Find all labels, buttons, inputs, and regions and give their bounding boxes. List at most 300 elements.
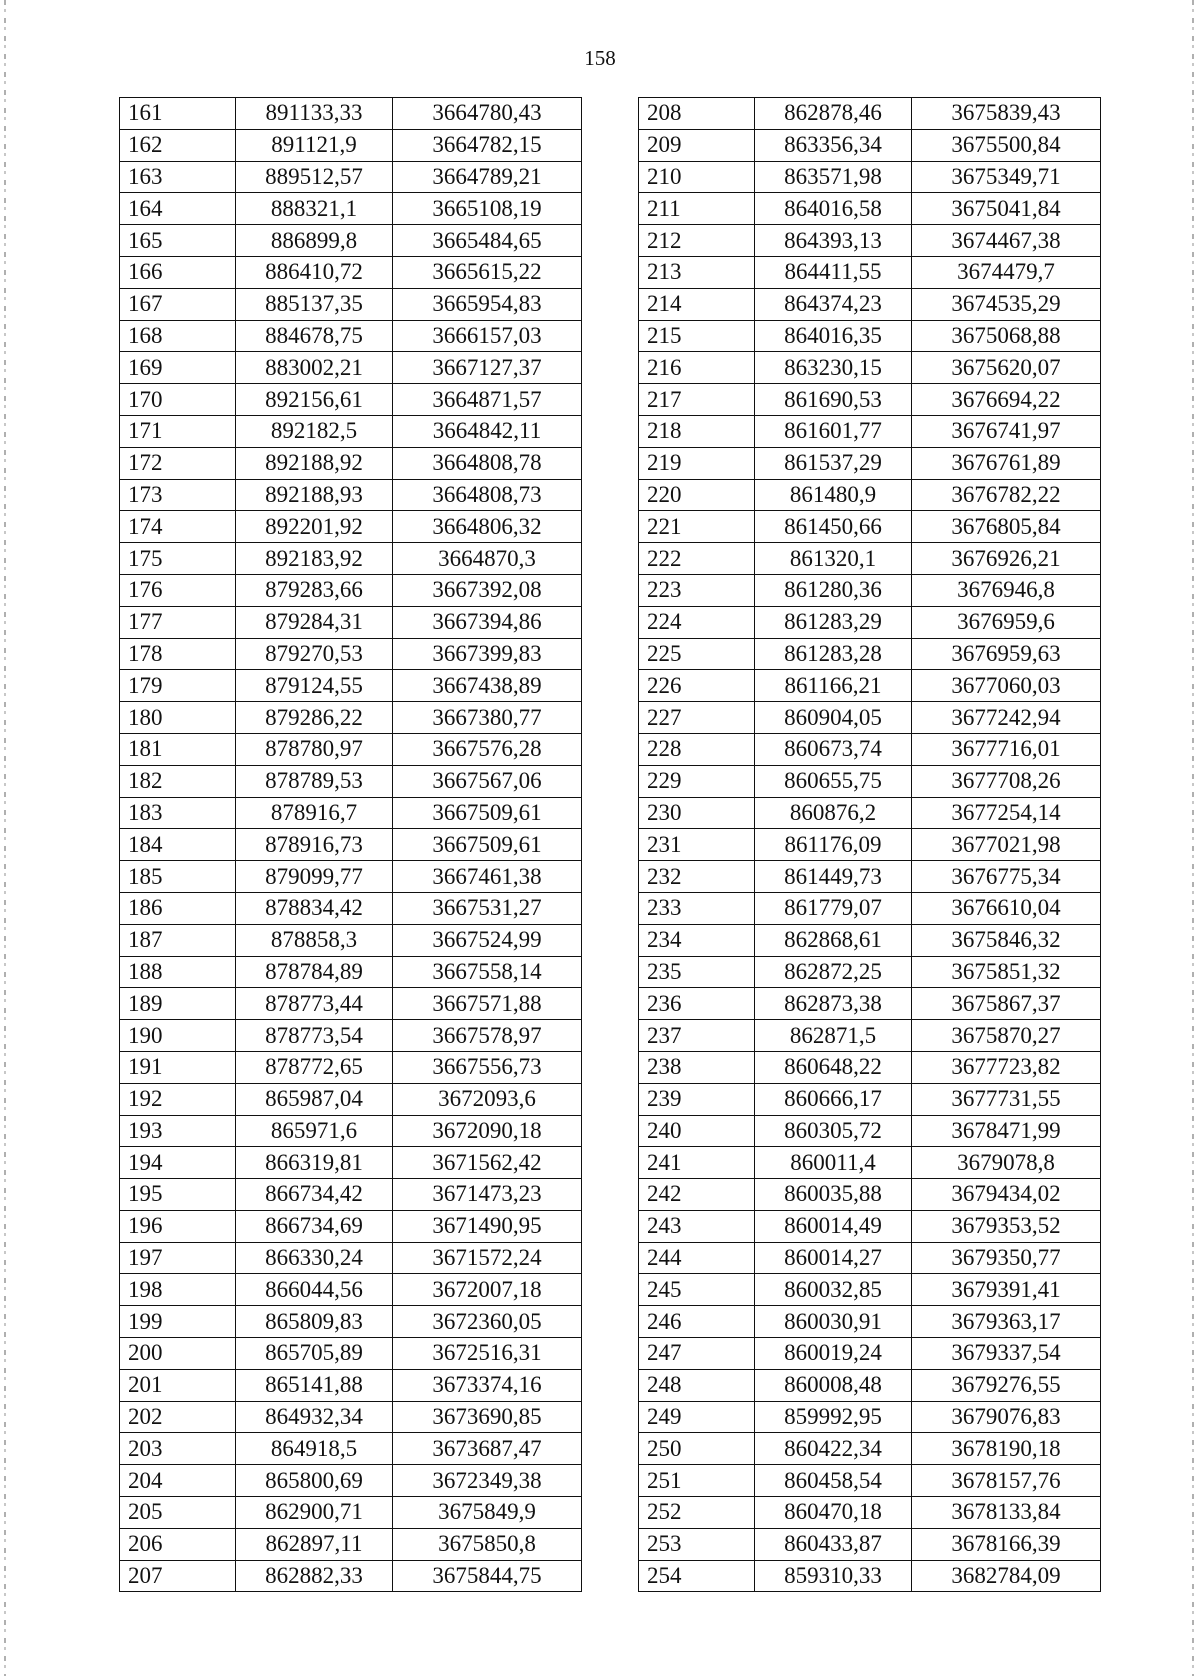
point-number-cell: 180: [120, 702, 236, 734]
table-row: [120, 1147, 582, 1179]
point-number-cell: 207: [120, 1560, 236, 1592]
table-row: [639, 352, 1101, 384]
point-number-cell: 244: [639, 1242, 755, 1274]
point-number-cell: 204: [120, 1465, 236, 1497]
point-number-cell: 223: [639, 574, 755, 606]
table-row: [639, 161, 1101, 193]
point-number-cell: 231: [639, 829, 755, 861]
y-coordinate-cell: 3667509,61: [393, 797, 582, 829]
table-row: [120, 384, 582, 416]
x-coordinate-cell: 861449,73: [755, 861, 912, 893]
y-coordinate-cell: 3672360,05: [393, 1306, 582, 1338]
point-number-cell: 222: [639, 543, 755, 575]
coordinates-table-right: [638, 97, 1101, 1592]
y-coordinate-cell: 3675620,07: [912, 352, 1101, 384]
y-coordinate-cell: 3679391,41: [912, 1274, 1101, 1306]
point-number-cell: 197: [120, 1242, 236, 1274]
table-row: [120, 606, 582, 638]
point-number-cell: 230: [639, 797, 755, 829]
x-coordinate-cell: 891121,9: [236, 129, 393, 161]
scan-edge-right: [1192, 0, 1194, 1676]
x-coordinate-cell: 860014,49: [755, 1210, 912, 1242]
point-number-cell: 228: [639, 733, 755, 765]
y-coordinate-cell: 3677708,26: [912, 765, 1101, 797]
point-number-cell: 218: [639, 415, 755, 447]
table-row: [639, 1338, 1101, 1370]
point-number-cell: 179: [120, 670, 236, 702]
x-coordinate-cell: 892156,61: [236, 384, 393, 416]
point-number-cell: 182: [120, 765, 236, 797]
x-coordinate-cell: 860666,17: [755, 1083, 912, 1115]
point-number-cell: 195: [120, 1179, 236, 1211]
table-row: [639, 225, 1101, 257]
table-row: [120, 1242, 582, 1274]
table-row: [120, 193, 582, 225]
table-row: [120, 924, 582, 956]
scan-edge-left: [4, 0, 6, 1676]
point-number-cell: 212: [639, 225, 755, 257]
y-coordinate-cell: 3676946,8: [912, 574, 1101, 606]
y-coordinate-cell: 3678166,39: [912, 1528, 1101, 1560]
point-number-cell: 162: [120, 129, 236, 161]
point-number-cell: 186: [120, 892, 236, 924]
table-row: [639, 797, 1101, 829]
point-number-cell: 183: [120, 797, 236, 829]
x-coordinate-cell: 860655,75: [755, 765, 912, 797]
y-coordinate-cell: 3674535,29: [912, 288, 1101, 320]
table-row: [639, 574, 1101, 606]
x-coordinate-cell: 860008,48: [755, 1369, 912, 1401]
table-row: [120, 288, 582, 320]
y-coordinate-cell: 3667127,37: [393, 352, 582, 384]
x-coordinate-cell: 892182,5: [236, 415, 393, 447]
x-coordinate-cell: 861176,09: [755, 829, 912, 861]
y-coordinate-cell: 3665484,65: [393, 225, 582, 257]
table-row: [120, 1401, 582, 1433]
y-coordinate-cell: 3672516,31: [393, 1338, 582, 1370]
y-coordinate-cell: 3666157,03: [393, 320, 582, 352]
y-coordinate-cell: 3675349,71: [912, 161, 1101, 193]
x-coordinate-cell: 860014,27: [755, 1242, 912, 1274]
point-number-cell: 173: [120, 479, 236, 511]
y-coordinate-cell: 3675068,88: [912, 320, 1101, 352]
x-coordinate-cell: 859310,33: [755, 1560, 912, 1592]
point-number-cell: 227: [639, 702, 755, 734]
x-coordinate-cell: 879270,53: [236, 638, 393, 670]
x-coordinate-cell: 865705,89: [236, 1338, 393, 1370]
point-number-cell: 206: [120, 1528, 236, 1560]
x-coordinate-cell: 866734,69: [236, 1210, 393, 1242]
x-coordinate-cell: 862882,33: [236, 1560, 393, 1592]
table-row: [120, 1210, 582, 1242]
table-row: [639, 129, 1101, 161]
table-row: [120, 956, 582, 988]
x-coordinate-cell: 861601,77: [755, 415, 912, 447]
x-coordinate-cell: 863356,34: [755, 129, 912, 161]
x-coordinate-cell: 864016,58: [755, 193, 912, 225]
point-number-cell: 242: [639, 1179, 755, 1211]
x-coordinate-cell: 865800,69: [236, 1465, 393, 1497]
table-row: [639, 1528, 1101, 1560]
y-coordinate-cell: 3678471,99: [912, 1115, 1101, 1147]
y-coordinate-cell: 3667578,97: [393, 1020, 582, 1052]
x-coordinate-cell: 864393,13: [755, 225, 912, 257]
point-number-cell: 240: [639, 1115, 755, 1147]
x-coordinate-cell: 865987,04: [236, 1083, 393, 1115]
y-coordinate-cell: 3679076,83: [912, 1401, 1101, 1433]
point-number-cell: 226: [639, 670, 755, 702]
table-row: [120, 765, 582, 797]
table-row: [639, 1210, 1101, 1242]
y-coordinate-cell: 3664870,3: [393, 543, 582, 575]
x-coordinate-cell: 860035,88: [755, 1179, 912, 1211]
x-coordinate-cell: 892188,93: [236, 479, 393, 511]
point-number-cell: 161: [120, 98, 236, 130]
table-row: [120, 98, 582, 130]
x-coordinate-cell: 864411,55: [755, 256, 912, 288]
point-number-cell: 199: [120, 1306, 236, 1338]
y-coordinate-cell: 3667567,06: [393, 765, 582, 797]
x-coordinate-cell: 863571,98: [755, 161, 912, 193]
y-coordinate-cell: 3679350,77: [912, 1242, 1101, 1274]
page-number: 158: [584, 46, 616, 70]
point-number-cell: 232: [639, 861, 755, 893]
y-coordinate-cell: 3664782,15: [393, 129, 582, 161]
x-coordinate-cell: 878858,3: [236, 924, 393, 956]
point-number-cell: 251: [639, 1465, 755, 1497]
point-number-cell: 243: [639, 1210, 755, 1242]
y-coordinate-cell: 3667558,14: [393, 956, 582, 988]
table-row: [639, 1560, 1101, 1592]
x-coordinate-cell: 878784,89: [236, 956, 393, 988]
y-coordinate-cell: 3678133,84: [912, 1497, 1101, 1529]
table-row: [639, 1401, 1101, 1433]
point-number-cell: 235: [639, 956, 755, 988]
table-row: [639, 765, 1101, 797]
table-row: [120, 1051, 582, 1083]
y-coordinate-cell: 3674467,38: [912, 225, 1101, 257]
x-coordinate-cell: 888321,1: [236, 193, 393, 225]
y-coordinate-cell: 3667438,89: [393, 670, 582, 702]
x-coordinate-cell: 861280,36: [755, 574, 912, 606]
y-coordinate-cell: 3676741,97: [912, 415, 1101, 447]
table-row: [120, 320, 582, 352]
table-row: [120, 1528, 582, 1560]
point-number-cell: 192: [120, 1083, 236, 1115]
y-coordinate-cell: 3672093,6: [393, 1083, 582, 1115]
table-row: [639, 1306, 1101, 1338]
table-row: [120, 702, 582, 734]
point-number-cell: 193: [120, 1115, 236, 1147]
table-row: [120, 225, 582, 257]
table-row: [639, 1115, 1101, 1147]
point-number-cell: 211: [639, 193, 755, 225]
table-row: [639, 256, 1101, 288]
y-coordinate-cell: 3677716,01: [912, 733, 1101, 765]
y-coordinate-cell: 3677254,14: [912, 797, 1101, 829]
point-number-cell: 170: [120, 384, 236, 416]
y-coordinate-cell: 3679337,54: [912, 1338, 1101, 1370]
table-row: [120, 415, 582, 447]
point-number-cell: 177: [120, 606, 236, 638]
table-row: [639, 702, 1101, 734]
x-coordinate-cell: 862872,25: [755, 956, 912, 988]
x-coordinate-cell: 863230,15: [755, 352, 912, 384]
y-coordinate-cell: 3671572,24: [393, 1242, 582, 1274]
table-row: [639, 1147, 1101, 1179]
point-number-cell: 203: [120, 1433, 236, 1465]
x-coordinate-cell: 862900,71: [236, 1497, 393, 1529]
point-number-cell: 169: [120, 352, 236, 384]
point-number-cell: 215: [639, 320, 755, 352]
point-number-cell: 175: [120, 543, 236, 575]
y-coordinate-cell: 3677731,55: [912, 1083, 1101, 1115]
y-coordinate-cell: 3671490,95: [393, 1210, 582, 1242]
x-coordinate-cell: 878834,42: [236, 892, 393, 924]
x-coordinate-cell: 879283,66: [236, 574, 393, 606]
point-number-cell: 208: [639, 98, 755, 130]
y-coordinate-cell: 3676610,04: [912, 892, 1101, 924]
point-number-cell: 237: [639, 1020, 755, 1052]
table-row: [120, 892, 582, 924]
point-number-cell: 229: [639, 765, 755, 797]
x-coordinate-cell: 860876,2: [755, 797, 912, 829]
point-number-cell: 233: [639, 892, 755, 924]
table-row: [120, 1115, 582, 1147]
y-coordinate-cell: 3667399,83: [393, 638, 582, 670]
x-coordinate-cell: 860904,05: [755, 702, 912, 734]
point-number-cell: 253: [639, 1528, 755, 1560]
point-number-cell: 247: [639, 1338, 755, 1370]
table-row: [639, 1020, 1101, 1052]
y-coordinate-cell: 3671473,23: [393, 1179, 582, 1211]
point-number-cell: 194: [120, 1147, 236, 1179]
table-row: [120, 543, 582, 575]
y-coordinate-cell: 3679353,52: [912, 1210, 1101, 1242]
point-number-cell: 249: [639, 1401, 755, 1433]
table-row: [639, 288, 1101, 320]
y-coordinate-cell: 3667392,08: [393, 574, 582, 606]
table-row: [639, 956, 1101, 988]
table-row: [120, 447, 582, 479]
table-row: [639, 415, 1101, 447]
y-coordinate-cell: 3673690,85: [393, 1401, 582, 1433]
point-number-cell: 217: [639, 384, 755, 416]
table-row: [120, 1083, 582, 1115]
y-coordinate-cell: 3672349,38: [393, 1465, 582, 1497]
y-coordinate-cell: 3676959,6: [912, 606, 1101, 638]
y-coordinate-cell: 3671562,42: [393, 1147, 582, 1179]
x-coordinate-cell: 860030,91: [755, 1306, 912, 1338]
table-row: [120, 161, 582, 193]
table-row: [639, 638, 1101, 670]
point-number-cell: 168: [120, 320, 236, 352]
table-row: [120, 1020, 582, 1052]
y-coordinate-cell: 3677060,03: [912, 670, 1101, 702]
y-coordinate-cell: 3667509,61: [393, 829, 582, 861]
y-coordinate-cell: 3677021,98: [912, 829, 1101, 861]
y-coordinate-cell: 3673374,16: [393, 1369, 582, 1401]
point-number-cell: 196: [120, 1210, 236, 1242]
x-coordinate-cell: 860673,74: [755, 733, 912, 765]
table-row: [120, 829, 582, 861]
x-coordinate-cell: 883002,21: [236, 352, 393, 384]
y-coordinate-cell: 3665615,22: [393, 256, 582, 288]
table-row: [120, 479, 582, 511]
y-coordinate-cell: 3664808,78: [393, 447, 582, 479]
table-row: [120, 1306, 582, 1338]
table-row: [639, 606, 1101, 638]
x-coordinate-cell: 879099,77: [236, 861, 393, 893]
y-coordinate-cell: 3664806,32: [393, 511, 582, 543]
table-row: [639, 861, 1101, 893]
table-row: [639, 892, 1101, 924]
y-coordinate-cell: 3674479,7: [912, 256, 1101, 288]
point-number-cell: 213: [639, 256, 755, 288]
table-row: [639, 1242, 1101, 1274]
y-coordinate-cell: 3667394,86: [393, 606, 582, 638]
y-coordinate-cell: 3676959,63: [912, 638, 1101, 670]
y-coordinate-cell: 3675041,84: [912, 193, 1101, 225]
table-row: [120, 670, 582, 702]
x-coordinate-cell: 889512,57: [236, 161, 393, 193]
x-coordinate-cell: 866734,42: [236, 1179, 393, 1211]
point-number-cell: 241: [639, 1147, 755, 1179]
table-row: [120, 797, 582, 829]
x-coordinate-cell: 878772,65: [236, 1051, 393, 1083]
x-coordinate-cell: 861283,28: [755, 638, 912, 670]
x-coordinate-cell: 861690,53: [755, 384, 912, 416]
x-coordinate-cell: 860011,4: [755, 1147, 912, 1179]
x-coordinate-cell: 879286,22: [236, 702, 393, 734]
table-row: [639, 447, 1101, 479]
y-coordinate-cell: 3672090,18: [393, 1115, 582, 1147]
x-coordinate-cell: 865971,6: [236, 1115, 393, 1147]
table-row: [639, 670, 1101, 702]
x-coordinate-cell: 878916,7: [236, 797, 393, 829]
y-coordinate-cell: 3675867,37: [912, 988, 1101, 1020]
table-row: [120, 1497, 582, 1529]
point-number-cell: 254: [639, 1560, 755, 1592]
y-coordinate-cell: 3679078,8: [912, 1147, 1101, 1179]
x-coordinate-cell: 860019,24: [755, 1338, 912, 1370]
point-number-cell: 172: [120, 447, 236, 479]
table-row: [639, 1497, 1101, 1529]
table-row: [120, 511, 582, 543]
x-coordinate-cell: 861480,9: [755, 479, 912, 511]
x-coordinate-cell: 884678,75: [236, 320, 393, 352]
x-coordinate-cell: 862897,11: [236, 1528, 393, 1560]
point-number-cell: 185: [120, 861, 236, 893]
y-coordinate-cell: 3665954,83: [393, 288, 582, 320]
point-number-cell: 198: [120, 1274, 236, 1306]
point-number-cell: 191: [120, 1051, 236, 1083]
y-coordinate-cell: 3675851,32: [912, 956, 1101, 988]
x-coordinate-cell: 885137,35: [236, 288, 393, 320]
point-number-cell: 219: [639, 447, 755, 479]
x-coordinate-cell: 861779,07: [755, 892, 912, 924]
x-coordinate-cell: 864932,34: [236, 1401, 393, 1433]
point-number-cell: 252: [639, 1497, 755, 1529]
y-coordinate-cell: 3676761,89: [912, 447, 1101, 479]
table-row: [120, 1274, 582, 1306]
point-number-cell: 220: [639, 479, 755, 511]
x-coordinate-cell: 862871,5: [755, 1020, 912, 1052]
table-row: [120, 574, 582, 606]
table-row: [120, 256, 582, 288]
table-row: [120, 1433, 582, 1465]
point-number-cell: 163: [120, 161, 236, 193]
table-row: [639, 1179, 1101, 1211]
point-number-cell: 176: [120, 574, 236, 606]
point-number-cell: 184: [120, 829, 236, 861]
point-number-cell: 200: [120, 1338, 236, 1370]
table-row: [639, 479, 1101, 511]
point-number-cell: 165: [120, 225, 236, 257]
y-coordinate-cell: 3667531,27: [393, 892, 582, 924]
y-coordinate-cell: 3682784,09: [912, 1560, 1101, 1592]
x-coordinate-cell: 864374,23: [755, 288, 912, 320]
table-row: [639, 1369, 1101, 1401]
x-coordinate-cell: 866044,56: [236, 1274, 393, 1306]
y-coordinate-cell: 3664789,21: [393, 161, 582, 193]
point-number-cell: 178: [120, 638, 236, 670]
x-coordinate-cell: 892183,92: [236, 543, 393, 575]
table-row: [120, 733, 582, 765]
table-row: [639, 1274, 1101, 1306]
point-number-cell: 174: [120, 511, 236, 543]
x-coordinate-cell: 860470,18: [755, 1497, 912, 1529]
y-coordinate-cell: 3664780,43: [393, 98, 582, 130]
x-coordinate-cell: 860648,22: [755, 1051, 912, 1083]
y-coordinate-cell: 3678190,18: [912, 1433, 1101, 1465]
y-coordinate-cell: 3672007,18: [393, 1274, 582, 1306]
point-number-cell: 250: [639, 1433, 755, 1465]
table-row: [120, 988, 582, 1020]
table-row: [120, 1369, 582, 1401]
table-row: [120, 1338, 582, 1370]
point-number-cell: 225: [639, 638, 755, 670]
point-number-cell: 202: [120, 1401, 236, 1433]
point-number-cell: 210: [639, 161, 755, 193]
y-coordinate-cell: 3677723,82: [912, 1051, 1101, 1083]
x-coordinate-cell: 886899,8: [236, 225, 393, 257]
y-coordinate-cell: 3667571,88: [393, 988, 582, 1020]
point-number-cell: 209: [639, 129, 755, 161]
y-coordinate-cell: 3678157,76: [912, 1465, 1101, 1497]
table-row: [639, 98, 1101, 130]
x-coordinate-cell: 878780,97: [236, 733, 393, 765]
y-coordinate-cell: 3664871,57: [393, 384, 582, 416]
y-coordinate-cell: 3679363,17: [912, 1306, 1101, 1338]
y-coordinate-cell: 3667461,38: [393, 861, 582, 893]
y-coordinate-cell: 3667380,77: [393, 702, 582, 734]
table-row: [639, 1465, 1101, 1497]
y-coordinate-cell: 3676694,22: [912, 384, 1101, 416]
table-row: [639, 924, 1101, 956]
point-number-cell: 187: [120, 924, 236, 956]
x-coordinate-cell: 866330,24: [236, 1242, 393, 1274]
table-row: [120, 1179, 582, 1211]
table-row: [120, 638, 582, 670]
x-coordinate-cell: 861450,66: [755, 511, 912, 543]
x-coordinate-cell: 864016,35: [755, 320, 912, 352]
x-coordinate-cell: 862873,38: [755, 988, 912, 1020]
table-row: [639, 511, 1101, 543]
x-coordinate-cell: 862868,61: [755, 924, 912, 956]
y-coordinate-cell: 3679276,55: [912, 1369, 1101, 1401]
x-coordinate-cell: 860458,54: [755, 1465, 912, 1497]
